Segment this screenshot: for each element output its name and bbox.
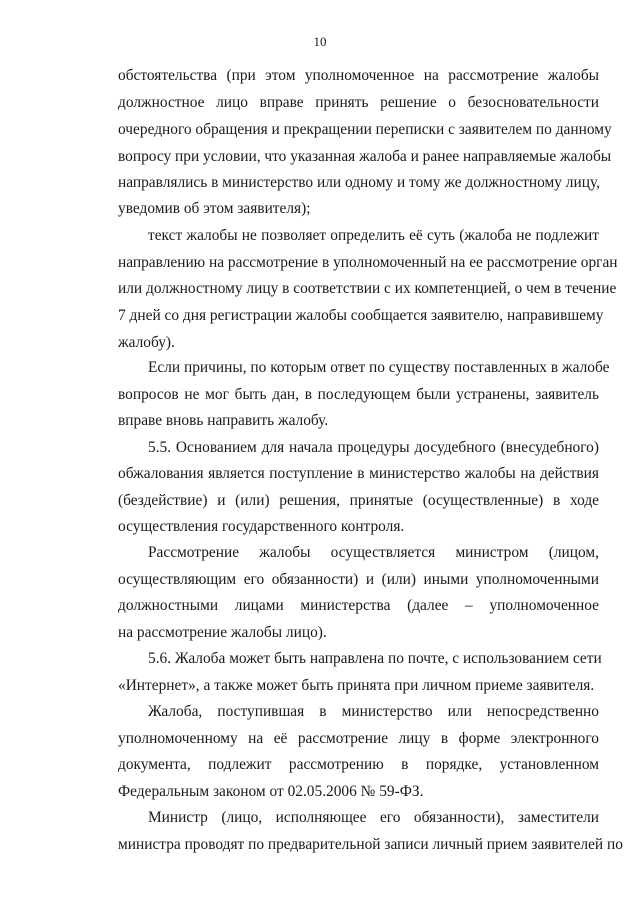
text-line: направлению на рассмотрение в уполномоченный на ее рассмотрение орган [118,254,618,271]
text-line: документа, подлежит рассмотрению в порядке, установленном [118,756,599,773]
text-line: 7 дней со дня регистрации жалобы сообщается заявителю, направившему [118,307,604,324]
text-line: (бездействие) и (или) решения, принятые (осуществленные) в ходе [118,492,599,509]
text-line: должностными лицами министерства (далее – уполномоченное [118,597,599,614]
paragraph-first-line: 5.5. Основанием для начала процедуры досудебного (внесудебного) [148,439,599,456]
text-line: очередного обращения и прекращении переписки с заявителем по данному [118,121,612,138]
text-line: направлялись в министерство или одному и тому же должностному лицу, [118,174,600,191]
paragraph-first-line: Министр (лицо, исполняющее его обязанности), заместители [148,809,599,826]
page-number: 10 [313,34,327,49]
text-line: вопросов не мог быть дан, в последующем были устранены, заявитель [118,386,599,403]
paragraph-first-line: 5.6. Жалоба может быть направлена по почте, с использованием сети [148,650,602,667]
text-line: на рассмотрение жалобы лицо). [118,624,327,641]
text-line: или должностному лицу в соответствии с их компетенцией, о чем в течение [118,280,617,297]
paragraph-first-line: Рассмотрение жалобы осуществляется министром (лицом, [148,544,599,561]
text-line: должностное лицо вправе принять решение о безосновательности [118,94,599,111]
text-line: вправе вновь направить жалобу. [118,412,329,429]
text-line: осуществления государственного контроля. [118,518,405,535]
text-line: министра проводят по предварительной записи личный прием заявителей по [118,836,623,853]
paragraph-first-line: текст жалобы не позволяет определить её суть (жалоба не подлежит [148,227,599,244]
text-line: «Интернет», а также может быть принята при личном приеме заявителя. [118,677,595,694]
text-line: жалобу). [118,334,175,351]
text-line: уполномоченному на её рассмотрение лицу в форме электронного [118,730,599,747]
paragraph-first-line: Если причины, по которым ответ по существу поставленных в жалобе [148,359,610,376]
text-line: осуществляющим его обязанности) и (или) иными уполномоченными [118,571,599,588]
text-line: Федеральным законом от 02.05.2006 № 59-ФЗ. [118,783,424,800]
text-line: уведомив об этом заявителя); [118,200,311,217]
text-line: вопросу при условии, что указанная жалоба и ранее направляемые жалобы [118,148,612,165]
paragraph-first-line: Жалоба, поступившая в министерство или непосредственно [148,703,599,720]
text-line: обстоятельства (при этом уполномоченное на рассмотрение жалобы [118,67,599,84]
text-line: обжалования является поступление в министерство жалобы на действия [118,465,599,482]
